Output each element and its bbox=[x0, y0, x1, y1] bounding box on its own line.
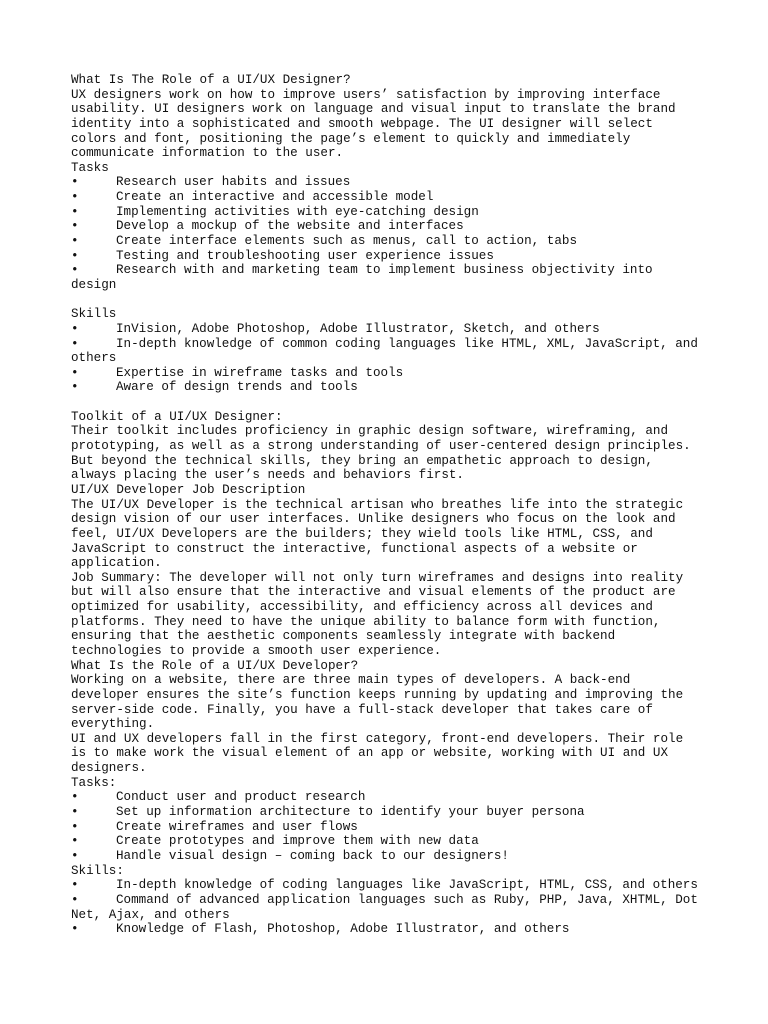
paragraph-line: ensuring that the aesthetic components seamlessly integrate with backend bbox=[71, 629, 616, 644]
list-item-wrap: design bbox=[71, 277, 117, 292]
list-item bbox=[71, 878, 711, 893]
bullet-icon: • bbox=[71, 805, 79, 820]
list-item-wrap: others bbox=[71, 351, 117, 366]
list-item-text: InVision, Adobe Photoshop, Adobe Illustrator, Sketch, and others bbox=[116, 321, 600, 336]
list-item bbox=[71, 805, 711, 820]
bullet-icon: • bbox=[71, 204, 79, 219]
paragraph-line: server-side code. Finally, you have a full-stack developer that takes care of bbox=[71, 702, 653, 717]
list-item bbox=[71, 322, 711, 337]
job-description-heading: UI/UX Developer Job Description bbox=[71, 482, 306, 497]
list-item-text: In-depth knowledge of coding languages like JavaScript, HTML, CSS, and others bbox=[116, 878, 698, 893]
paragraph-line: but will also ensure that the interactive and visual elements of the product are bbox=[71, 585, 676, 600]
paragraph-line: UX designers work on how to improve users’ satisfaction by improving interface bbox=[71, 87, 661, 102]
list-item-text: Create an interactive and accessible model bbox=[116, 190, 434, 205]
list-item bbox=[71, 234, 711, 249]
paragraph-line: everything. bbox=[71, 717, 155, 732]
bullet-icon: • bbox=[71, 336, 79, 351]
tasks-heading: Tasks bbox=[71, 160, 109, 175]
paragraph-line: design vision of our user interfaces. Unlike designers who focus on the look and bbox=[71, 512, 676, 527]
list-item bbox=[71, 205, 711, 220]
bullet-icon: • bbox=[71, 922, 79, 937]
list-item-text: Implementing activities with eye-catching design bbox=[116, 204, 479, 219]
list-item bbox=[71, 834, 711, 849]
list-item-wrap: Net, Ajax, and others bbox=[71, 907, 230, 922]
list-item-text: Research with and marketing team to implement business objectivity into bbox=[116, 263, 653, 278]
list-item bbox=[71, 219, 711, 234]
list-item-text: Expertise in wireframe tasks and tools bbox=[116, 365, 404, 380]
paragraph-line: JavaScript to construct the interactive, functional aspects of a website or bbox=[71, 541, 638, 556]
paragraph-line: Job Summary: The developer will not only turn wireframes and designs into reality bbox=[71, 570, 684, 585]
list-item bbox=[71, 380, 711, 395]
bullet-icon: • bbox=[71, 819, 79, 834]
list-item bbox=[71, 366, 711, 381]
list-item-text: Create prototypes and improve them with new data bbox=[116, 834, 479, 849]
skills-heading: Skills bbox=[71, 307, 117, 322]
list-item-text: Conduct user and product research bbox=[116, 790, 366, 805]
paragraph-line: prototyping, as well as a strong understanding of user-centered design principles. bbox=[71, 439, 691, 454]
paragraph-line: colors and font, positioning the page’s element to quickly and immediately bbox=[71, 131, 631, 146]
paragraph-line: feel, UI/UX Developers are the builders; they wield tools like HTML, CSS, and bbox=[71, 526, 653, 541]
list-item-text: Create interface elements such as menus, call to action, tabs bbox=[116, 234, 578, 249]
bullet-icon: • bbox=[71, 892, 79, 907]
paragraph-line: application. bbox=[71, 556, 162, 571]
tasks-heading: Tasks: bbox=[71, 775, 117, 790]
paragraph-line: Working on a website, there are three main types of developers. A back-end bbox=[71, 673, 631, 688]
list-item bbox=[71, 820, 711, 835]
section-title-developer-role: What Is the Role of a UI/UX Developer? bbox=[71, 658, 359, 673]
bullet-icon: • bbox=[71, 848, 79, 863]
list-item bbox=[71, 922, 711, 937]
paragraph-line: always placing the user’s needs and behaviors first. bbox=[71, 468, 464, 483]
paragraph-line: Their toolkit includes proficiency in graphic design software, wireframing, and bbox=[71, 424, 669, 439]
list-item-text: Command of advanced application languages such as Ruby, PHP, Java, XHTML, Dot bbox=[116, 892, 698, 907]
list-item-text: Testing and troubleshooting user experience issues bbox=[116, 248, 494, 263]
list-item bbox=[71, 249, 711, 264]
toolkit-heading: Toolkit of a UI/UX Designer: bbox=[71, 409, 283, 424]
list-item bbox=[71, 849, 711, 864]
blank-line bbox=[71, 293, 711, 308]
skills-heading: Skills: bbox=[71, 863, 124, 878]
section-title-designer-role: What Is The Role of a UI/UX Designer? bbox=[71, 73, 351, 87]
list-item-text: Knowledge of Flash, Photoshop, Adobe Illustrator, and others bbox=[116, 922, 570, 937]
list-item-text: Develop a mockup of the website and interfaces bbox=[116, 219, 464, 234]
paragraph-line: communicate information to the user. bbox=[71, 146, 344, 161]
bullet-icon: • bbox=[71, 365, 79, 380]
paragraph-line: UI and UX developers fall in the first category, front-end developers. Their role bbox=[71, 731, 684, 746]
bullet-icon: • bbox=[71, 790, 79, 805]
bullet-icon: • bbox=[71, 321, 79, 336]
bullet-icon: • bbox=[71, 175, 79, 190]
bullet-icon: • bbox=[71, 834, 79, 849]
list-item bbox=[71, 893, 711, 908]
bullet-icon: • bbox=[71, 219, 79, 234]
paragraph-line: technologies to provide a smooth user experience. bbox=[71, 643, 442, 658]
list-item-text: Research user habits and issues bbox=[116, 175, 351, 190]
paragraph-line: platforms. They need to have the unique ability to balance form with function, bbox=[71, 614, 661, 629]
paragraph-line: developer ensures the site’s function keeps running by updating and improving the bbox=[71, 687, 684, 702]
list-item-text: Handle visual design – coming back to our designers! bbox=[116, 848, 509, 863]
paragraph-line: But beyond the technical skills, they bring an empathetic approach to design, bbox=[71, 453, 653, 468]
bullet-icon: • bbox=[71, 878, 79, 893]
bullet-icon: • bbox=[71, 248, 79, 263]
blank-line bbox=[71, 395, 711, 410]
list-item-text: Set up information architecture to identify your buyer persona bbox=[116, 805, 585, 820]
list-item bbox=[71, 263, 711, 278]
list-item bbox=[71, 190, 711, 205]
list-item-text: Aware of design trends and tools bbox=[116, 380, 358, 395]
paragraph-line: identity into a sophisticated and smooth webpage. The UI designer will select bbox=[71, 116, 653, 131]
list-item-text: In-depth knowledge of common coding languages like HTML, XML, JavaScript, and bbox=[116, 336, 698, 351]
bullet-icon: • bbox=[71, 190, 79, 205]
bullet-icon: • bbox=[71, 234, 79, 249]
paragraph-line: designers. bbox=[71, 761, 147, 776]
paragraph-line: The UI/UX Developer is the technical artisan who breathes life into the strategic bbox=[71, 497, 684, 512]
paragraph-line: optimized for usability, accessibility, and efficiency across all devices and bbox=[71, 600, 653, 615]
list-item-text: Create wireframes and user flows bbox=[116, 819, 358, 834]
list-item bbox=[71, 790, 711, 805]
document-body bbox=[71, 73, 711, 937]
paragraph-line: is to make work the visual element of an app or website, working with UI and UX bbox=[71, 746, 669, 761]
list-item bbox=[71, 337, 711, 352]
bullet-icon: • bbox=[71, 380, 79, 395]
list-item bbox=[71, 175, 711, 190]
bullet-icon: • bbox=[71, 263, 79, 278]
paragraph-line: usability. UI designers work on language and visual input to translate the brand bbox=[71, 102, 676, 117]
